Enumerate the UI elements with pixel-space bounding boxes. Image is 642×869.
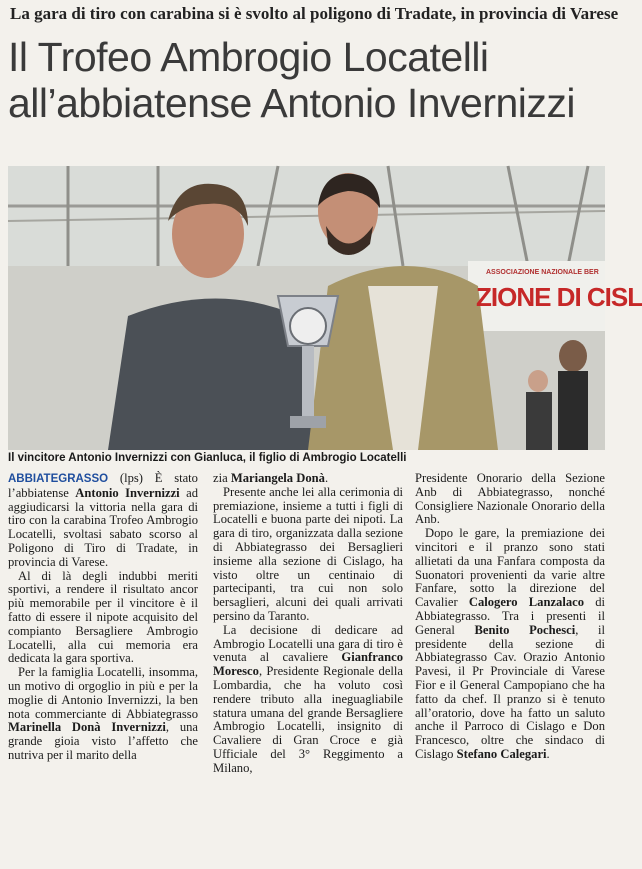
headline [8, 34, 608, 126]
agency-tag: (lps) [108, 471, 155, 485]
text-run: È stato l’abbiatense [8, 471, 198, 500]
text-run: . [324, 471, 329, 485]
paragraph: Presente anche lei alla cerimonia di premiazione, insieme a tutti i figli di Locatelli e buona parte dei nipoti. La gara di tiro, organizzata dalla sezione di Abbiategrasso dei Bersaglieri insieme alla sezione di Cislago, ha visto oltre un centinaio di partecipanti, tra cui non solo bersaglieri, alcuni dei quali arrivati persino da Taranto. [213, 484, 403, 623]
dateline: ABBIATEGRASSO [8, 473, 109, 485]
person-name: Stefano Calegari [456, 746, 547, 761]
text-run: ad aggiudicarsi la vittoria nella gara di tiro con la carabina Trofeo Ambrogio Locatelli, svoltasi sabato scorso al Poligono di Tiro di Tradate, in provincia di Varese. [8, 485, 198, 569]
paragraph: Al di là degli indubbi meriti sportivi, a rendere il risultato ancor più memorabile per il vincitore è il fatto di essere il nipote acquisito del compianto Bersagliere Ambrogio Locatelli, alla cui memoria era dedicata la gara sportiva. [8, 568, 198, 666]
paragraph [8, 666, 198, 763]
kicker: La gara di tiro con carabina si è svolto al poligono di Tradate, in provincia di Varese [10, 4, 619, 23]
text-run: di Abbiategrasso. Tra i presenti il General [415, 595, 606, 637]
news-photo [8, 166, 642, 450]
article-column-3 [415, 472, 605, 762]
article-column-2 [213, 472, 403, 776]
text-run: Per la famiglia Locatelli, insomma, un motivo di orgoglio in più e per la moglie di Antonio Invernizzi, la ben nota commerciante di Abbiategrasso [8, 665, 198, 721]
text-run: , il presidente della sezione di Abbiategrasso Cav. Orazio Antonio Pavesi, il Pr Provinciale di Varese Fior e il General Campopiano che ha fatto da chef. Il pranzo si è tenuto all’oratorio, dove ha fatto un saluto anche il Parroco di Cislago e Don Francesco, oltre che sindaco di Cislago [415, 622, 605, 761]
article-body [8, 472, 608, 864]
photo-caption: Il vincitore Antonio Invernizzi con Gianluca, il figlio di Ambrogio Locatelli [8, 452, 407, 464]
headline-line-2: all’abbiatense Antonio Invernizzi [8, 80, 575, 126]
person-name: Mariangela Donà [230, 471, 325, 485]
paragraph [213, 472, 403, 486]
text-run: , Presidente Regionale della Lombardia, che ha voluto così rendere tributo alla ineguagliabile statura umana del grande Bersagliere Ambrogio Locatelli, insignito di Cavaliere di Gran Croce e già Ufficiale del 3° Reggimento a Milano, [213, 664, 403, 775]
headline-line-1: Il Trofeo Ambrogio Locatelli [8, 34, 489, 80]
person-name: Benito Pochesci [474, 622, 576, 637]
text-run: zia [213, 471, 231, 485]
text-run: Dopo le gare, la premiazione dei vincitori e il pranzo sono stati allietati da una Fanfara composta da Suonatori provenienti da varie altre Fanfare, sotto la direzione del Cavalier [415, 526, 605, 610]
paragraph [8, 472, 198, 570]
banner-text: ZIONE DI CISL [476, 282, 642, 312]
article-column-1 [8, 472, 198, 763]
paragraph [415, 527, 605, 762]
person-name: Marinella Donà Invernizzi [8, 720, 166, 735]
text-run: . [546, 746, 550, 761]
banner-small-text: ASSOCIAZIONE NAZIONALE BER [486, 269, 599, 276]
person-name: Calogero Lanzalaco [468, 595, 585, 610]
paragraph: Presidente Onorario della Sezione Anb di Abbiategrasso, nonché Consigliere Nazionale Onorario della Anb. [415, 471, 605, 527]
person-name: Antonio Invernizzi [75, 485, 180, 500]
text-run: La decisione di dedicare ad Ambrogio Locatelli una gara di tiro è venuta al cavaliere [213, 622, 403, 665]
paragraph [213, 624, 403, 776]
person-name: Gianfranco Moresco [213, 650, 403, 679]
text-run: , una grande gioia visto l’affetto che nutriva per il marito della [8, 720, 199, 762]
